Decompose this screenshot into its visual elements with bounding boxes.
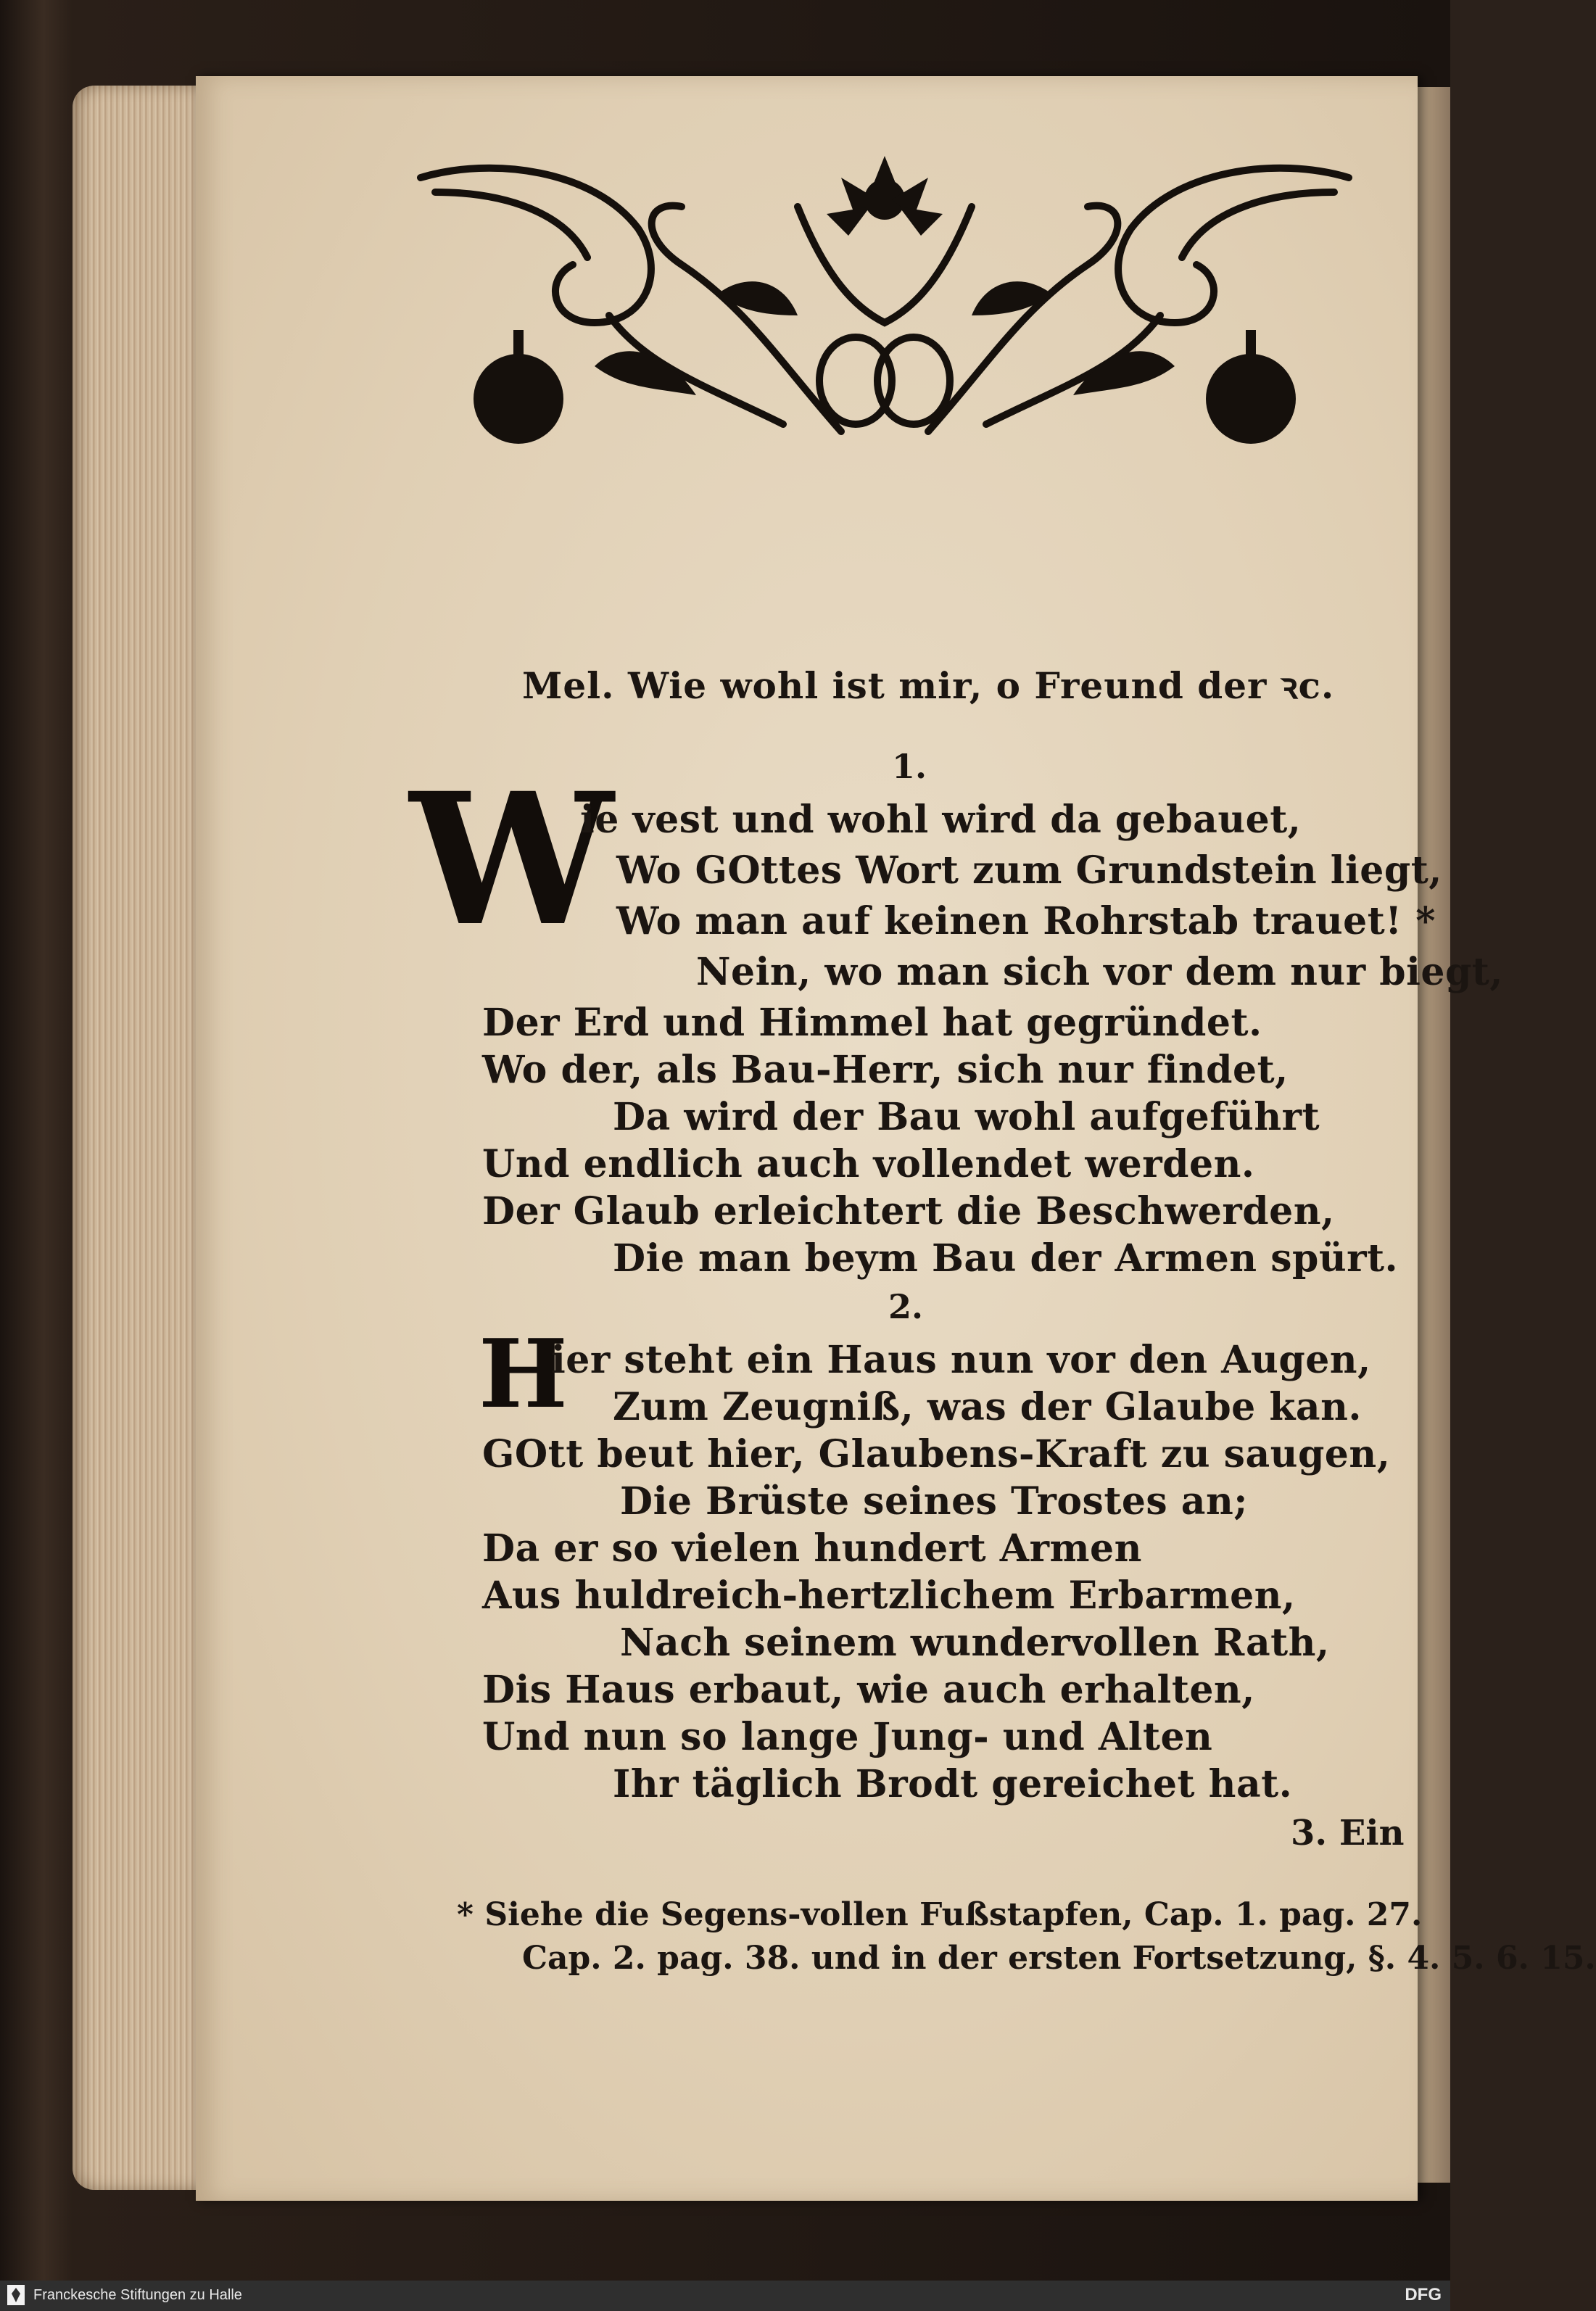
facing-page-edge [1418,87,1450,2183]
verse-line: Der Erd und Himmel hat gegründet. [482,1001,1262,1045]
verse-line: Wo GOttes Wort zum Grundstein liegt, [616,848,1442,893]
page-edges [73,86,203,2190]
dfg-logo: DFG [1405,2285,1442,2304]
verse-line: Dis Haus erbaut, wie auch erhalten, [482,1668,1255,1712]
verse-line: Wo der, als Bau-Herr, sich nur findet, [482,1048,1289,1092]
verse-line: Aus huldreich-hertzlichem Erbarmen, [482,1574,1296,1618]
stanza-number: 1. [892,747,927,786]
verse-line: Da wird der Bau wohl aufgeführt [613,1095,1320,1139]
institution-credit [6,2283,242,2307]
verse-line: Die man beym Bau der Armen spürt. [613,1236,1399,1281]
verse-line: Und nun so lange Jung- und Alten [482,1715,1213,1759]
footnote-line: * Siehe die Segens-vollen Fußstapfen, Cap. 1. pag. 27. [457,1896,1423,1933]
verse-line: Ihr täglich Brodt gereichet hat. [613,1762,1293,1806]
melody-heading: Mel. Wie wohl ist mir, o Freund der ꝛc. [522,664,1335,707]
verse-line: Und endlich auch vollendet werden. [482,1142,1255,1186]
floral-ornament-headpiece [406,149,1363,475]
verse-line: Nein, wo man sich vor dem nur biegt, [696,950,1503,994]
verse-line: GOtt beut hier, Glaubens-Kraft zu saugen, [482,1432,1391,1476]
verse-line: Nach seinem wundervollen Rath, [620,1621,1330,1665]
verse-line: ier steht ein Haus nun vor den Augen, [551,1338,1371,1382]
catchword: 3. Ein [1291,1813,1405,1853]
viewer-footer-bar [0,2281,1450,2311]
verse-line: Wo man auf keinen Rohrstab trauet! * [616,899,1436,943]
verse-line: Die Brüste seines Trostes an; [620,1479,1248,1524]
verse-line: Der Glaub erleichtert die Beschwerden, [482,1189,1335,1233]
verse-line: ie vest und wohl wird da gebauet, [580,798,1302,842]
verse-line: Da er so vielen hundert Armen [482,1526,1142,1571]
verse-line: Zum Zeugniß, was der Glaube kan. [613,1385,1362,1429]
stanza-number: 2. [888,1287,924,1326]
institution-name: Franckesche Stiftungen zu Halle [33,2286,242,2303]
drop-capital: W [410,753,613,966]
drop-capital: H [479,1318,568,1429]
footnote-line: Cap. 2. pag. 38. und in der ersten Fortsetzung, §. 4. 5. 6. 15. [522,1940,1596,1977]
institution-logo-icon [6,2283,26,2307]
